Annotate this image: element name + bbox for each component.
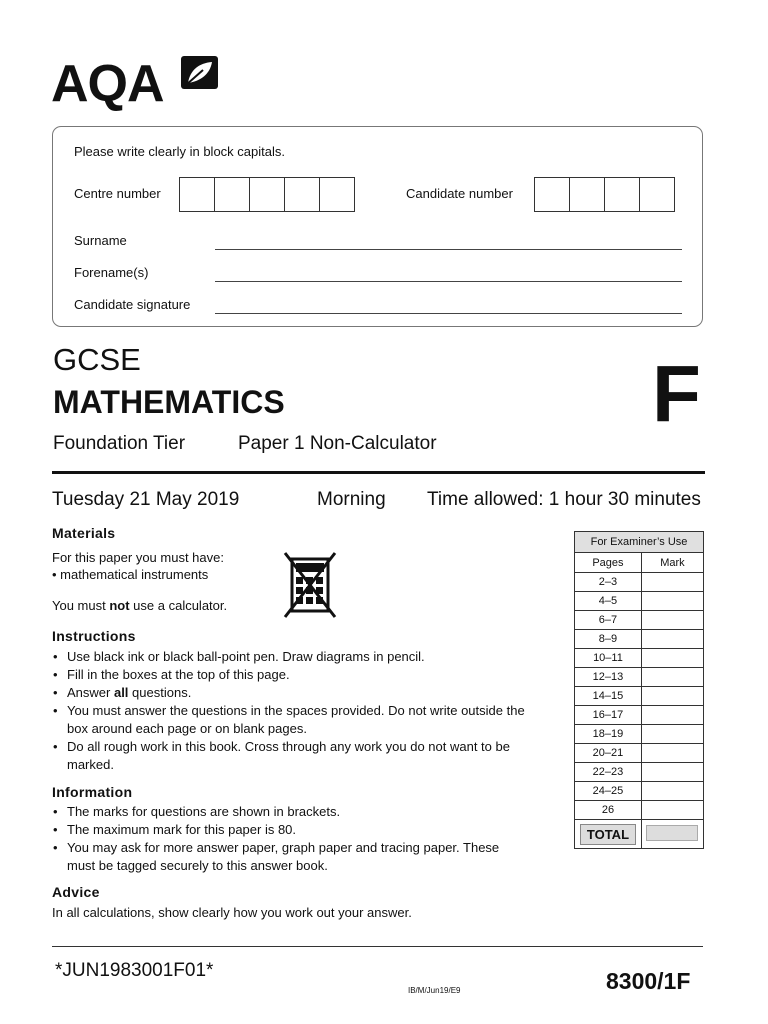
surname-field[interactable]: [215, 249, 682, 250]
table-row: 4–5: [575, 592, 704, 611]
advice-heading: Advice: [52, 884, 100, 900]
forename-label: Forename(s): [74, 265, 149, 280]
reference-code: IB/M/Jun19/E9: [408, 986, 461, 995]
table-row: 14–15: [575, 687, 704, 706]
block-capitals-instruction: Please write clearly in block capitals.: [74, 144, 285, 159]
subject-title: MATHEMATICS: [53, 384, 285, 420]
total-row: [575, 820, 704, 849]
mark-column-header: Mark: [641, 553, 703, 573]
examiner-table: [574, 531, 704, 849]
total-mark-box: [646, 825, 698, 841]
materials-intro: For this paper you must have:: [52, 550, 224, 565]
list-item: • Use black ink or black ball-point pen. Draw diagrams in pencil.: [52, 648, 542, 666]
table-row: 8–9: [575, 630, 704, 649]
information-heading: Information: [52, 784, 133, 800]
list-item: • Fill in the boxes at the top of this page.: [52, 666, 542, 684]
tier-letter: F: [652, 349, 701, 438]
centre-number-label: Centre number: [74, 186, 161, 201]
table-row: 10–11: [575, 649, 704, 668]
list-item: • The maximum mark for this paper is 80.: [52, 821, 522, 839]
barcode-text: *JUN1983001F01*: [55, 960, 214, 981]
no-calculator-icon: [283, 551, 337, 619]
table-row: 26: [575, 801, 704, 820]
materials-item: • mathematical instruments: [52, 567, 209, 582]
list-item: • Do all rough work in this book. Cross through any work you do not want to be marked.: [52, 738, 542, 774]
table-row: 2–3: [575, 573, 704, 592]
signature-field[interactable]: [215, 313, 682, 314]
pages-column-header: Pages: [575, 553, 642, 573]
candidate-number-boxes[interactable]: [535, 177, 675, 212]
table-row: 6–7: [575, 611, 704, 630]
table-row: 18–19: [575, 725, 704, 744]
candidate-number-label: Candidate number: [406, 186, 513, 201]
exam-session: Morning: [317, 489, 386, 510]
title-divider: [52, 471, 705, 474]
signature-label: Candidate signature: [74, 297, 191, 312]
list-item: • You may ask for more answer paper, graph paper and tracing paper. These must be tagged securely to this answer book.: [52, 839, 522, 875]
paper-code: 8300/1F: [606, 968, 691, 994]
table-row: 20–21: [575, 744, 704, 763]
qualification-title: GCSE: [53, 342, 141, 377]
surname-label: Surname: [74, 233, 127, 248]
table-row: 16–17: [575, 706, 704, 725]
list-item: • You must answer the questions in the spaces provided. Do not write outside the box around each page or on blank pages.: [52, 702, 542, 738]
advice-text: In all calculations, show clearly how you work out your answer.: [52, 905, 412, 920]
total-label: TOTAL: [580, 824, 636, 845]
instructions-heading: Instructions: [52, 628, 136, 644]
table-row: 12–13: [575, 668, 704, 687]
forename-field[interactable]: [215, 281, 682, 282]
instructions-list: [52, 648, 542, 774]
centre-number-boxes[interactable]: [180, 177, 355, 212]
exam-date: Tuesday 21 May 2019: [52, 489, 240, 510]
calculator-notice: You must not use a calculator.: [52, 598, 228, 613]
materials-heading: Materials: [52, 525, 116, 541]
examiner-table-title: For Examiner’s Use: [575, 532, 704, 553]
footer-divider: [52, 946, 703, 947]
table-row: 22–23: [575, 763, 704, 782]
time-allowed: Time allowed: 1 hour 30 minutes: [427, 489, 701, 510]
table-row: 24–25: [575, 782, 704, 801]
information-list: [52, 803, 522, 875]
list-item: • The marks for questions are shown in brackets.: [52, 803, 522, 821]
paper-label: Paper 1 Non-Calculator: [238, 433, 437, 454]
list-item: • Answer all questions.: [52, 684, 542, 702]
aqa-logo: AQA: [51, 55, 164, 113]
tier-label: Foundation Tier: [53, 433, 186, 454]
aqa-leaf-icon: [181, 56, 218, 89]
